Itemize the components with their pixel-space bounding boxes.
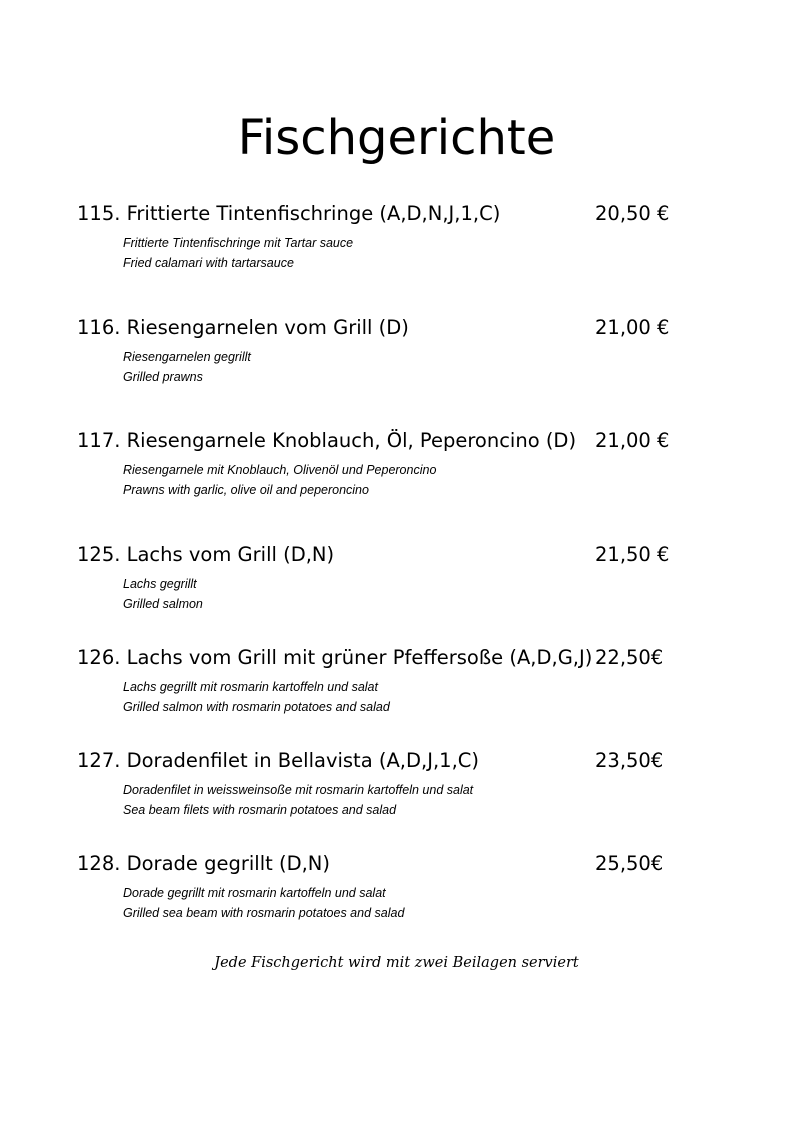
description-german: Lachs gegrillt mit rosmarin kartoffeln und salat	[123, 680, 378, 694]
menu-item-116	[77, 315, 717, 387]
menu-item-128	[77, 851, 717, 923]
menu-item-price: 21,00 €	[595, 316, 670, 339]
description-german: Dorade gegrillt mit rosmarin kartoffeln und salat	[123, 886, 386, 900]
menu-item-117	[77, 428, 717, 500]
description-german: Frittierte Tintenfischringe mit Tartar sauce	[123, 236, 354, 250]
menu-item-name: 127. Doradenfilet in Bellavista (A,D,J,1,C)	[77, 749, 479, 772]
description-english: Grilled salmon	[123, 597, 203, 611]
menu-item-127	[77, 748, 717, 820]
description-english: Prawns with garlic, olive oil and peperoncino	[123, 483, 369, 497]
description-english: Sea beam filets with rosmarin potatoes and salad	[123, 803, 397, 817]
menu-item-description	[123, 883, 717, 923]
description-english: Fried calamari with tartarsauce	[123, 256, 294, 270]
description-german: Lachs gegrillt	[123, 577, 197, 591]
menu-item-price: 25,50€	[595, 852, 664, 875]
menu-item-price: 22,50€	[595, 646, 664, 669]
menu-item-description	[123, 780, 717, 820]
menu-item-header	[77, 201, 717, 227]
menu-item-description	[123, 460, 717, 500]
menu-item-price: 21,50 €	[595, 543, 670, 566]
description-english: Grilled prawns	[123, 370, 203, 384]
description-english: Grilled sea beam with rosmarin potatoes and salad	[123, 906, 405, 920]
description-german: Riesengarnele mit Knoblauch, Olivenöl und Peperoncino	[123, 463, 437, 477]
page-title: Fischgerichte	[237, 110, 556, 166]
menu-item-header	[77, 542, 717, 568]
menu-item-name: 117. Riesengarnele Knoblauch, Öl, Peperoncino (D)	[77, 429, 577, 452]
menu-item-header	[77, 645, 717, 671]
menu-item-description	[123, 347, 717, 387]
menu-item-description	[123, 574, 717, 614]
menu-item-price: 21,00 €	[595, 429, 670, 452]
menu-item-header	[77, 315, 717, 341]
description-german: Riesengarnelen gegrillt	[123, 350, 251, 364]
menu-item-description	[123, 677, 717, 717]
description-english: Grilled salmon with rosmarin potatoes and salad	[123, 700, 390, 714]
menu-item-name: 115. Frittierte Tintenfischringe (A,D,N,J,1,C)	[77, 202, 501, 225]
menu-item-price: 20,50 €	[595, 202, 670, 225]
menu-item-header	[77, 428, 717, 454]
menu-item-name: 116. Riesengarnelen vom Grill (D)	[77, 316, 409, 339]
menu-item-126	[77, 645, 717, 717]
footer-note: Jede Fischgericht wird mit zwei Beilagen serviert	[214, 955, 579, 971]
menu-item-115	[77, 201, 717, 273]
menu-item-name: 125. Lachs vom Grill (D,N)	[77, 543, 335, 566]
menu-item-price: 23,50€	[595, 749, 664, 772]
menu-item-125	[77, 542, 717, 614]
menu-item-description	[123, 233, 717, 273]
description-german: Doradenfilet in weissweinsoße mit rosmarin kartoffeln und salat	[123, 783, 474, 797]
menu-item-name: 126. Lachs vom Grill mit grüner Pfeffersoße (A,D,G,J)	[77, 646, 593, 669]
menu-item-header	[77, 851, 717, 877]
menu-item-header	[77, 748, 717, 774]
menu-item-name: 128. Dorade gegrillt (D,N)	[77, 852, 330, 875]
